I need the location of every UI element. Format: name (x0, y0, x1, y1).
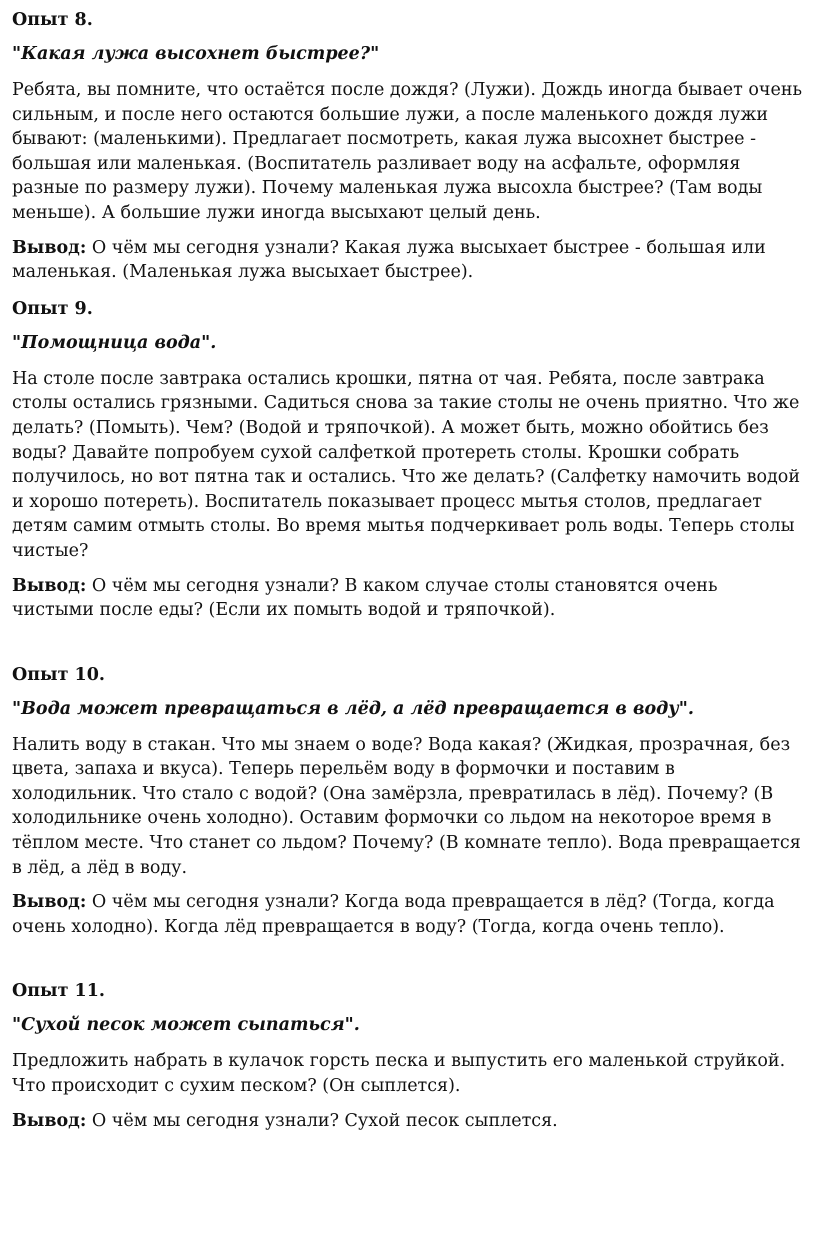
experiment-heading: Опыт 8. (12, 10, 93, 30)
experiment-title (12, 331, 804, 355)
experiment-body: Налить воду в стакан. Что мы знаем о воде? Вода какая? (Жидкая, прозрачная, без цвета, запаха и вкуса). Теперь перельём воду в формочки и поставим в холодильник. Что стало с водой? (Она замёрзла, превратилась в лёд). Почему? (В холодильнике очень холодно). Оставим формочки со льдом на некоторое время в тёплом месте. Что станет со льдом? Почему? (В комнате тепло). Вода превращается в лёд, а лёд в воду. (12, 734, 801, 878)
experiment-title (12, 697, 804, 721)
experiment-title (12, 42, 804, 66)
conclusion-label: Вывод: (12, 1110, 87, 1131)
experiment-title (12, 1013, 804, 1037)
conclusion-label: Вывод: (12, 575, 87, 596)
experiment-10 (12, 663, 804, 940)
conclusion-text: О чём мы сегодня узнали? В каком случае столы становятся очень чистыми после еды? (Если их помыть водой и тряпочкой). (12, 575, 718, 621)
experiment-8 (12, 8, 804, 285)
experiment-title-prefix: " (12, 1015, 22, 1036)
experiment-body: Ребята, вы помните, что остаётся после дождя? (Лужи). Дождь иногда бывает очень сильным, и после него остаются большие лужи, а после маленького дождя лужи бывают: (маленькими). Предлагает посмотреть, какая лужа высохнет быстрее - большая или маленькая. (Воспитатель разливает воду на асфальте, оформляя разные по размеру лужи). Почему маленькая лужа высохла быстрее? (Там воды меньше). А большие лужи иногда высыхают целый день. (12, 80, 803, 223)
experiment-conclusion (12, 890, 804, 939)
experiment-title-text: Сухой песок может сыпаться". (21, 1015, 360, 1036)
conclusion-label: Вывод: (12, 892, 87, 913)
experiment-body: Предложить набрать в кулачок горсть песка и выпустить его маленькой струйкой. Что происходит с сухим песком? (Он сыплется). (12, 1051, 786, 1097)
experiment-heading: Опыт 9. (12, 298, 93, 319)
experiment-title-text: "Помощница вода". (12, 332, 217, 353)
conclusion-text: О чём мы сегодня узнали? Сухой песок сыплется. (86, 1110, 558, 1131)
experiment-heading: Опыт 11. (12, 981, 105, 1002)
experiment-conclusion (12, 574, 804, 623)
experiment-conclusion (12, 1109, 804, 1134)
experiment-9 (12, 297, 804, 623)
conclusion-text: О чём мы сегодня узнали? Какая лужа высыхает быстрее - большая или маленькая. (Маленькая лужа высыхает быстрее). (12, 237, 766, 283)
experiment-heading: Опыт 10. (12, 664, 105, 685)
conclusion-label: Вывод: (12, 237, 87, 258)
conclusion-text: О чём мы сегодня узнали? Когда вода превращается в лёд? (Тогда, когда очень холодно). Когда лёд превращается в воду? (Тогда, когда очень тепло). (12, 892, 775, 937)
experiment-11 (12, 979, 804, 1133)
experiment-title-text: "Вода может превращаться в лёд, а лёд превращается в воду". (12, 698, 694, 719)
experiment-conclusion (12, 236, 804, 285)
experiment-title-text: "Какая лужа высохнет быстрее?" (12, 44, 380, 64)
experiment-body: На столе после завтрака остались крошки, пятна от чая. Ребята, после завтрака столы остались грязными. Садиться снова за такие столы не очень приятно. Что же делать? (Помыть). Чем? (Водой и тряпочкой). А может быть, можно обойтись без воды? Давайте попробуем сухой салфеткой протереть столы. Крошки собрать получилось, но вот пятна так и остались. Что же делать? (Салфетку намочить водой и хорошо потереть). Воспитатель показывает процесс мытья столов, предлагает детям самим отмыть столы. Во время мытья подчеркивает роль воды. Теперь столы чистые? (12, 368, 800, 561)
